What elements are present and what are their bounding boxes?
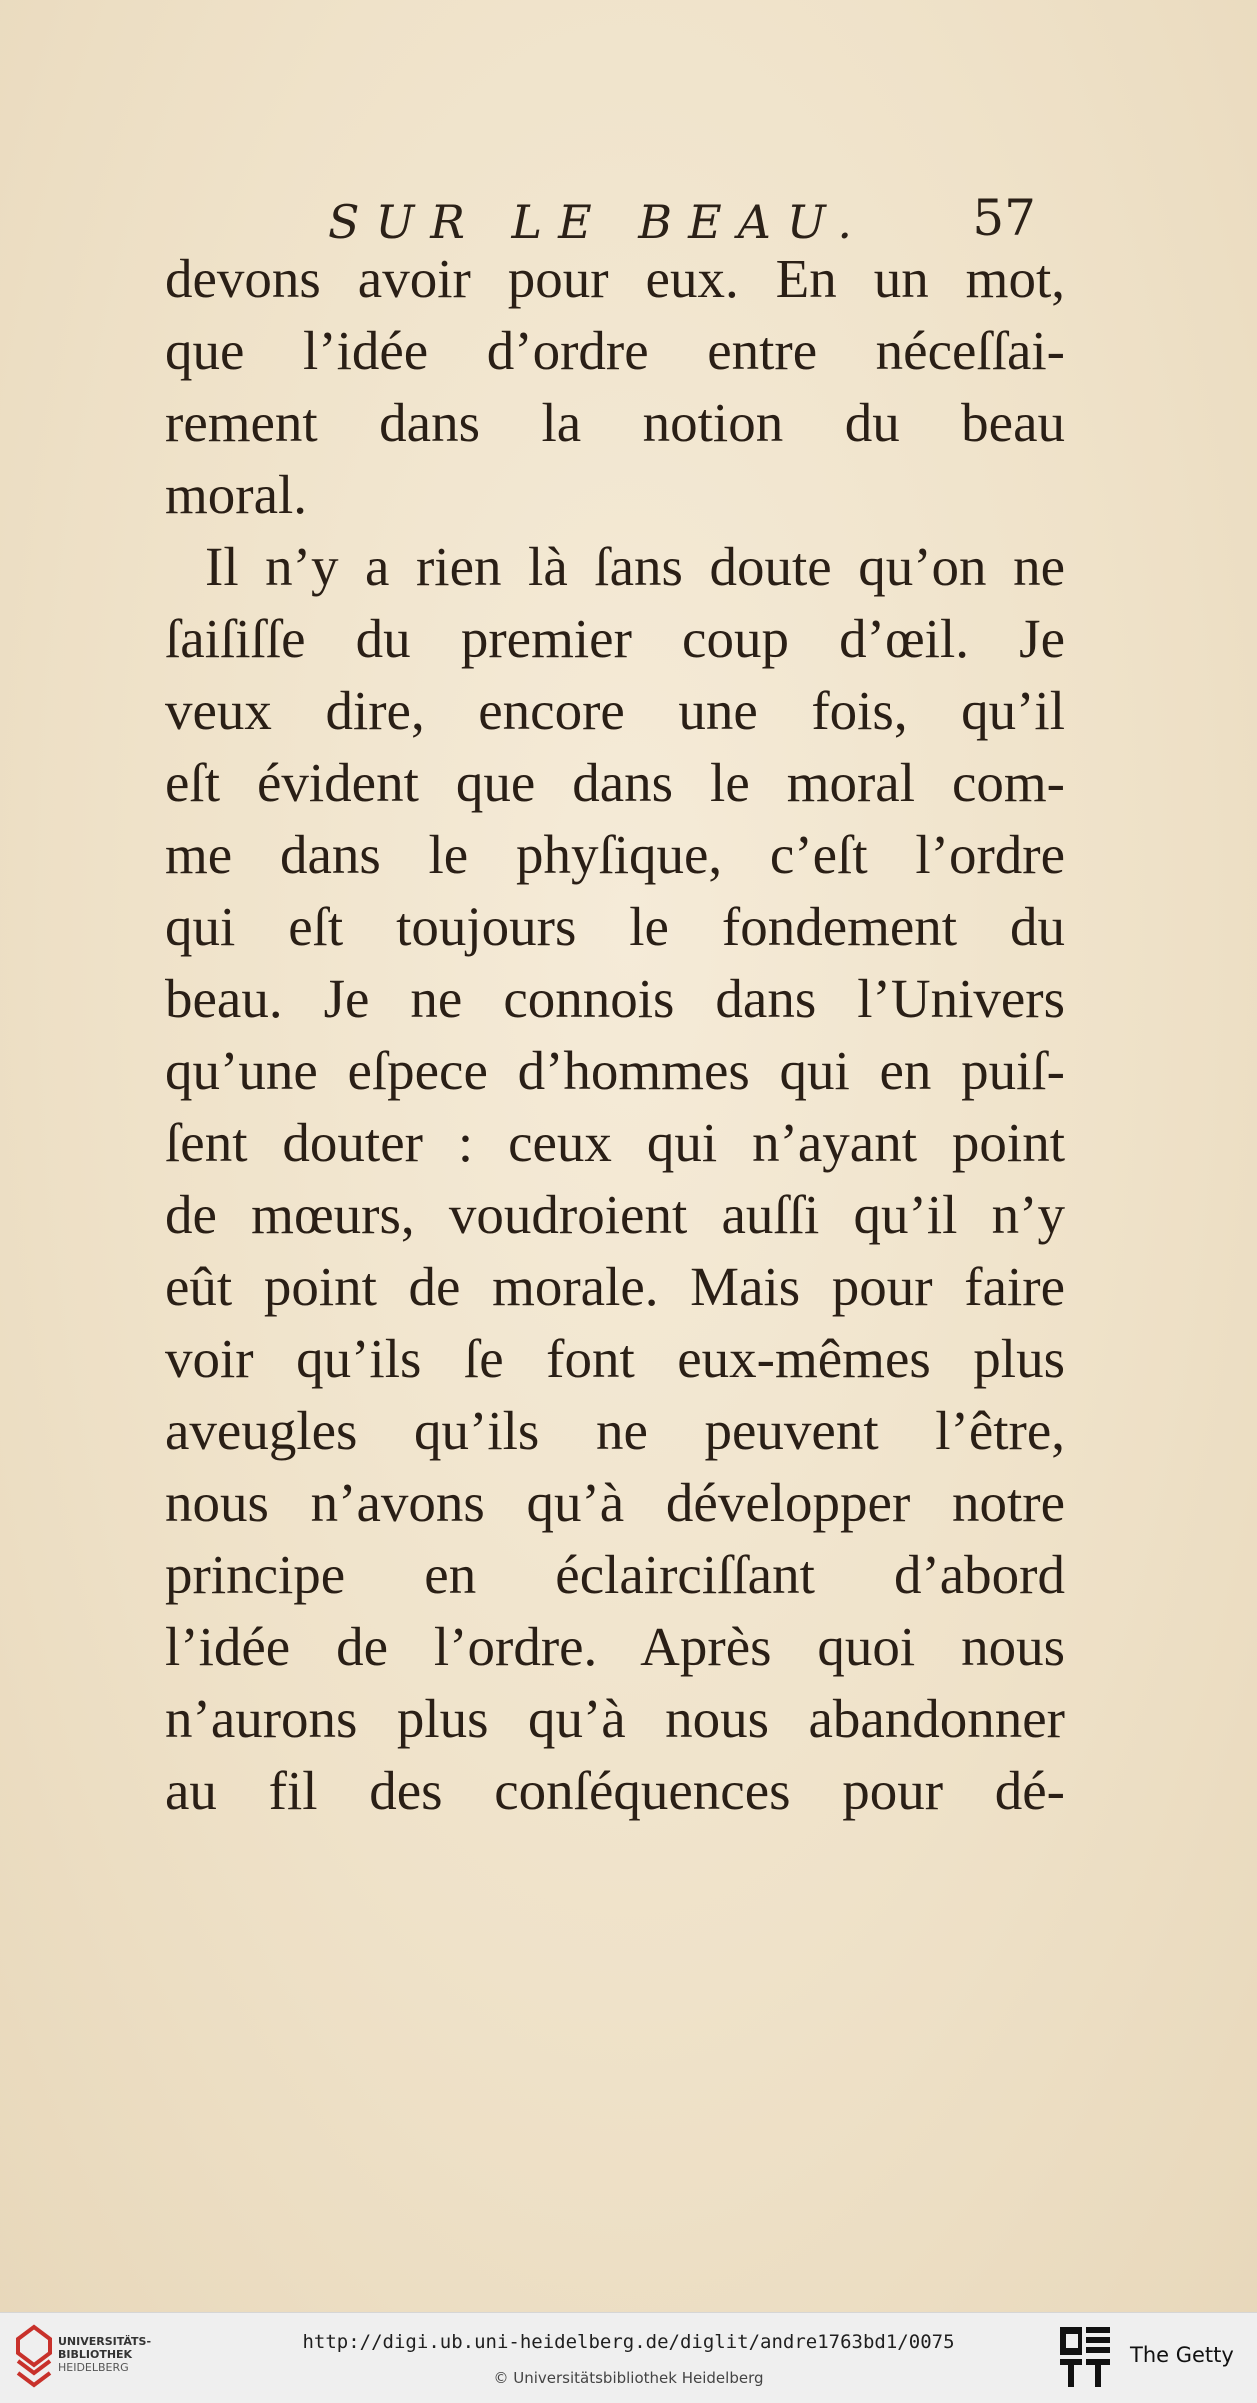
partner-name: The Getty — [1130, 2343, 1234, 2367]
page-body-text — [165, 243, 1065, 1827]
permalink-url[interactable]: http://digi.ub.uni-heidelberg.de/diglit/andre1763bd1/0075 — [302, 2331, 955, 2353]
institution-line: BIBLIOTHEK — [58, 2348, 133, 2361]
text-line: me dans le phyſique, c’eſt l’ordre — [165, 824, 1065, 885]
text-line: de mœurs, voudroient auſſi qu’il n’y — [165, 1184, 1065, 1245]
text-line: rement dans la notion du beau — [165, 392, 1065, 453]
getty-logo-icon — [1058, 2325, 1112, 2391]
institution-line: UNIVERSITÄTS- — [58, 2335, 152, 2348]
text-line: principe en éclairciſſant d’abord — [165, 1544, 1065, 1605]
text-line: l’idée de l’ordre. Après quoi nous — [165, 1616, 1065, 1677]
text-line: beau. Je ne connois dans l’Univers — [165, 968, 1065, 1029]
page-number: 57 — [972, 189, 1036, 247]
running-head: SUR LE BEAU. — [328, 195, 869, 249]
text-line: qu’une eſpece d’hommes qui en puiſ- — [165, 1040, 1065, 1101]
text-line: eſt évident que dans le moral com- — [165, 752, 1065, 813]
copyright-notice: © Universitätsbibliothek Heidelberg — [493, 2369, 764, 2387]
institution-line: HEIDELBERG — [58, 2361, 129, 2374]
text-line: eût point de morale. Mais pour faire — [165, 1256, 1065, 1317]
text-line: voir qu’ils ſe font eux-mêmes plus — [165, 1328, 1065, 1389]
text-line: n’aurons plus qu’à nous abandonner — [165, 1688, 1065, 1749]
text-line: moral. — [165, 464, 308, 525]
text-line: qui eſt toujours le fondement du — [165, 896, 1065, 957]
viewer-footer — [0, 2312, 1257, 2403]
text-line: que l’idée d’ordre entre néceſſai- — [165, 320, 1065, 381]
text-line: au fil des conſéquences pour dé- — [165, 1760, 1065, 1821]
text-line: nous n’avons qu’à développer notre — [165, 1472, 1065, 1533]
text-line: ſent douter : ceux qui n’ayant point — [165, 1112, 1065, 1173]
text-line: veux dire, encore une fois, qu’il — [165, 680, 1065, 741]
text-line: aveugles qu’ils ne peuvent l’être, — [165, 1400, 1065, 1461]
text-line: ſaiſiſſe du premier coup d’œil. Je — [165, 608, 1065, 669]
text-line: Il n’y a rien là ſans doute qu’on ne — [205, 536, 1065, 597]
text-line: devons avoir pour eux. En un mot, — [165, 248, 1065, 309]
